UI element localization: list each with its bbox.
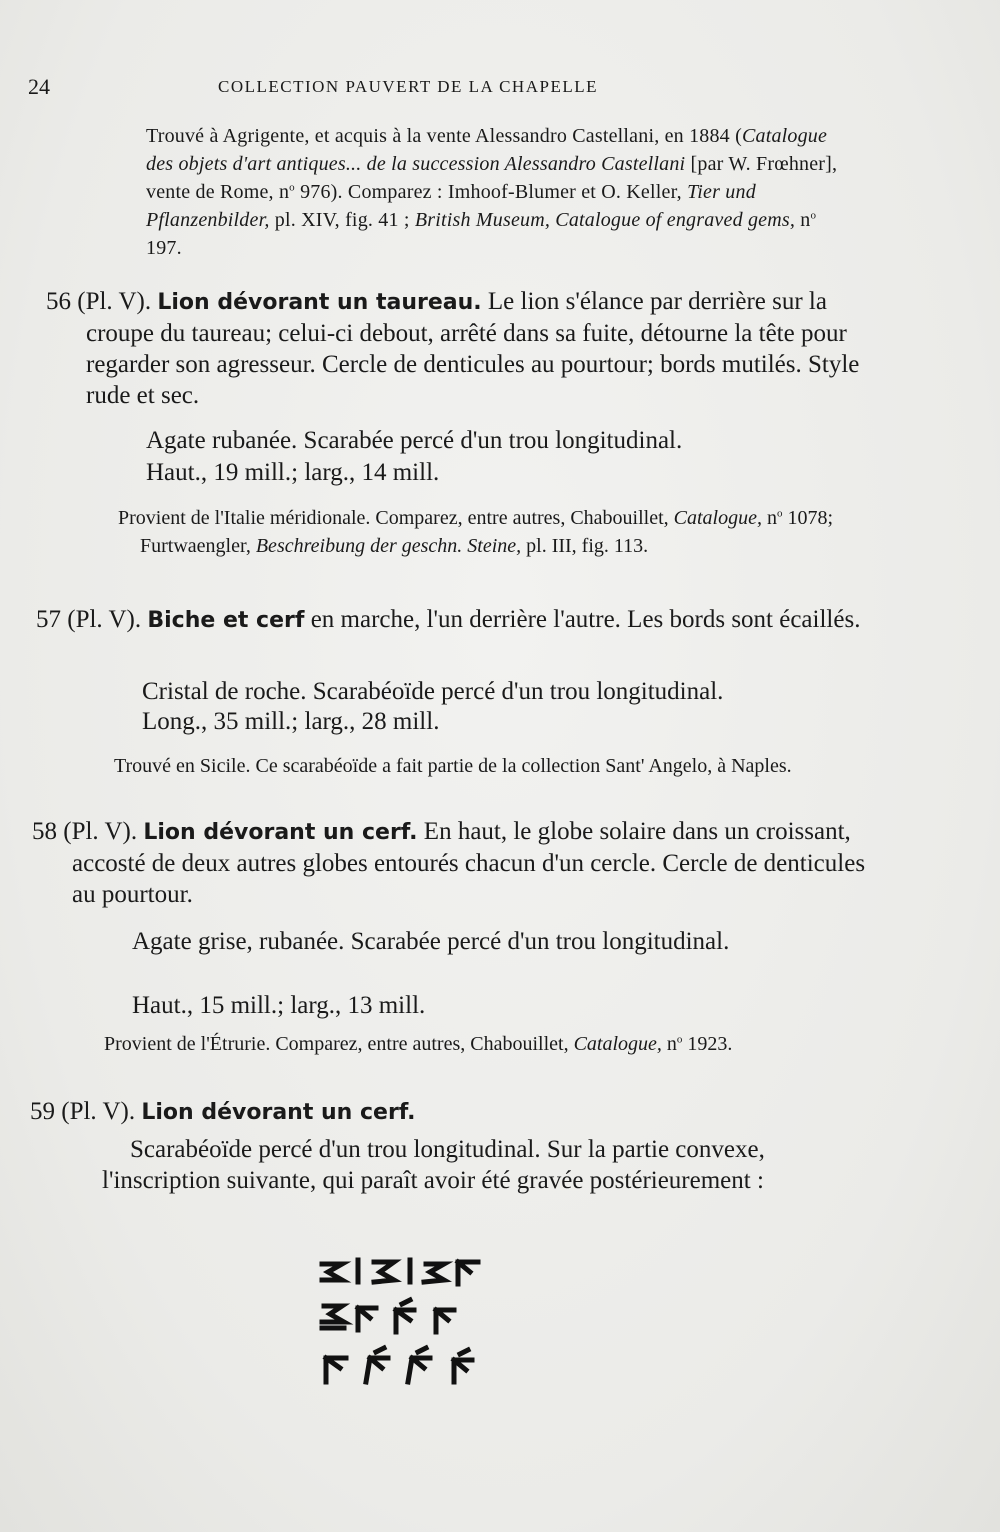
entry-title: Lion dévorant un cerf. [143,820,418,845]
note-superscript: o [810,209,817,222]
entry-59-heading [30,1096,830,1128]
entry-57-dimensions: Long., 35 mill.; larg., 28 mill. [142,708,440,735]
note-citation: British Museum, Catalogue of engraved gems, [414,209,796,231]
note-text: n [795,209,811,231]
continuation-note [146,122,846,262]
note-text: 976). Comparez : Imhoof-Blumer et O. Keller, [294,181,688,203]
entry-description: En haut, le globe solaire dans un croissant, accosté de deux autres globes entourés chacun d'un cercle. Cercle de denticules au pourtour. [72,818,866,908]
entry-title: Lion dévorant un cerf. [141,1100,416,1125]
page-header [28,74,958,104]
note-citation: Tier und Pflanzenbilder, [146,181,756,231]
glyph-sigma [374,1262,394,1282]
entry-57-description [36,604,876,636]
entry-title: Lion dévorant un taureau. [157,290,482,315]
note-superscript: o [777,507,783,520]
entry-56-note [118,504,870,560]
entry-number: 56 (Pl. V). [46,288,152,315]
entry-description: Le lion s'élance par derrière sur la croupe du taureau; celui-ci debout, arrêté dans sa fuite, détourne la tête pour regarder son agresseur. Cercle de denticules au pourtour; bords mutilés. Style rude et sec. [86,288,860,409]
entry-number: 58 (Pl. V). [32,818,138,845]
glyph-stroke [376,1348,384,1352]
entry-56-dimensions: Haut., 19 mill.; larg., 14 mill. [146,459,440,486]
note-text: n [661,1033,677,1055]
note-text: Provient de l'Italie méridionale. Comparez, entre autres, Chabouillet, [118,507,674,529]
note-text: n [762,507,777,529]
note-text: Trouvé à Agrigente, et acquis à la vente Alessandro Castellani, en 1884 ( [146,125,742,147]
inscription-drawing [318,1248,518,1398]
note-text: [par W. Frœhner], vente de Rome, n [146,153,838,203]
entry-59-material: Scarabéoïde percé d'un trou longitudinal. Sur la partie convexe, l'inscription suivante, qui paraît avoir été gravée postérieurement : [102,1136,765,1194]
entry-number: 59 (Pl. V). [30,1098,136,1125]
note-superscript: o [289,181,295,194]
note-citation: Catalogue des objets d'art antiques... de la succession Alessandro Castellani [146,125,828,175]
inscription-glyphs-svg [318,1248,518,1398]
entry-number: 57 (Pl. V). [36,606,142,633]
entry-description: en marche, l'un derrière l'autre. Les bords sont écaillés. [304,606,861,633]
note-citation: Catalogue, [573,1033,662,1055]
glyph-stroke [460,1350,468,1354]
page-number: 24 [28,74,50,99]
note-citation: Beschreibung der geschn. Steine, [255,535,522,557]
note-text: pl. XIV, fig. 41 ; [269,209,415,231]
entry-58-description [32,816,872,910]
glyph-stroke [418,1348,426,1352]
glyph-sigma [424,1264,444,1282]
note-text: 1078; Furtwaengler, [140,507,834,557]
entry-56-material: Agate rubanée. Scarabée percé d'un trou longitudinal. [146,427,683,454]
note-text: 1923. [682,1033,733,1055]
note-citation: Catalogue, [673,507,762,529]
entry-56-description [46,286,886,411]
entry-57-material: Cristal de roche. Scarabéoïde percé d'un trou longitudinal. [142,678,724,705]
entry-58-dimensions: Haut., 15 mill.; larg., 13 mill. [132,992,426,1019]
glyph-stroke [402,1300,410,1304]
entry-58-material: Agate grise, rubanée. Scarabée percé d'un trou longitudinal. [132,928,730,955]
glyph-sigma [322,1264,342,1280]
entry-title: Biche et cerf [147,608,305,633]
entry-57-note: Trouvé en Sicile. Ce scarabéoïde a fait partie de la collection Sant' Angelo, à Naples. [114,755,792,777]
note-text: 197. [146,237,182,259]
glyph-sigma [322,1306,344,1322]
note-text: pl. III, fig. 113. [521,535,649,557]
note-superscript: o [676,1033,683,1046]
running-title: COLLECTION PAUVERT DE LA CHAPELLE [218,77,598,96]
note-text: Provient de l'Étrurie. Comparez, entre autres, Chabouillet, [104,1033,574,1055]
entry-58-note [104,1030,856,1058]
